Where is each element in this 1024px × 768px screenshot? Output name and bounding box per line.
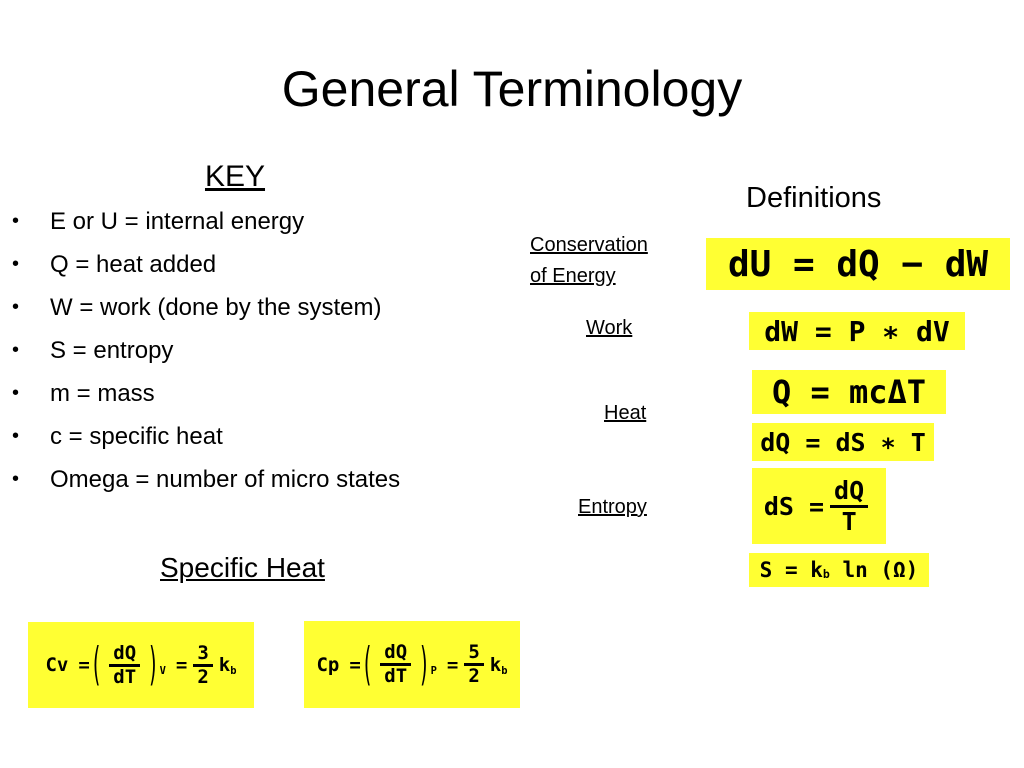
cv-fraction	[109, 643, 140, 688]
cp-k-sub: b	[501, 664, 508, 677]
key-item-text: Omega = number of micro states	[50, 466, 401, 493]
key-item-text: E or U = internal energy	[50, 208, 305, 235]
cp-fraction	[380, 642, 411, 687]
close-paren: )	[420, 638, 428, 691]
cv-formula	[28, 622, 254, 708]
label-work: Work	[586, 317, 633, 339]
open-paren: (	[363, 638, 372, 691]
cv-subscript: V	[159, 665, 166, 678]
cp-denominator: dT	[384, 665, 408, 687]
cv-denominator: dT	[113, 665, 137, 688]
key-item-text: S = entropy	[50, 337, 174, 364]
cv-coefficient	[193, 643, 212, 688]
label-heat: Heat	[604, 402, 647, 424]
definitions-heading: Definitions	[746, 182, 882, 214]
cp-eq2: =	[446, 653, 459, 676]
close-paren: )	[149, 638, 157, 692]
bullet-icon: •	[12, 468, 20, 490]
bullet-icon: •	[12, 296, 20, 318]
label-entropy: Entropy	[578, 496, 647, 518]
cp-coef-num: 5	[464, 642, 483, 666]
formula-work: dW = P ∗ dV	[749, 312, 965, 350]
key-item-text: m = mass	[50, 380, 155, 407]
bullet-icon: •	[12, 210, 20, 232]
label-conservation	[530, 230, 648, 292]
slide-title: General Terminology	[281, 61, 743, 117]
key-heading: KEY	[204, 160, 266, 193]
bullet-icon: •	[12, 425, 20, 447]
cp-eq: =	[349, 653, 361, 676]
formula-heat-q: Q = mcΔT	[752, 370, 946, 414]
formula-conservation: dU = dQ − dW	[706, 238, 1010, 290]
cp-numerator: dQ	[380, 642, 411, 666]
cv-coef-num: 3	[193, 643, 212, 667]
specific-heat-heading: Specific Heat	[160, 552, 325, 583]
cv-eq2: =	[175, 654, 188, 676]
bullet-icon: •	[12, 339, 20, 361]
cp-coefficient	[464, 642, 483, 687]
key-item-text: W = work (done by the system)	[50, 294, 382, 321]
entropy-s-rest: ln (Ω)	[829, 558, 919, 582]
label-conservation-line2: of Energy	[530, 265, 616, 287]
formula-entropy-s	[749, 553, 929, 587]
cv-k-sub: b	[230, 665, 237, 678]
key-item-text: c = specific heat	[50, 423, 223, 450]
open-paren: (	[92, 638, 101, 692]
cp-k: k	[489, 653, 502, 676]
entropy-numerator: dQ	[830, 477, 868, 508]
bullet-icon: •	[12, 382, 20, 404]
cp-subscript: P	[430, 664, 437, 677]
cp-coef-den: 2	[468, 665, 480, 687]
cv-eq: =	[78, 654, 90, 676]
cv-lhs: Cv	[45, 654, 69, 676]
entropy-fraction	[830, 477, 868, 535]
formula-entropy-ds	[752, 468, 886, 544]
formula-heat-dq: dQ = dS ∗ T	[752, 423, 934, 461]
cv-k: k	[218, 654, 231, 676]
cv-numerator: dQ	[109, 643, 140, 667]
entropy-s-sub: b	[822, 567, 830, 582]
key-item-text: Q = heat added	[50, 251, 217, 278]
cv-coef-den: 2	[197, 665, 209, 688]
entropy-s-text: S = k	[759, 558, 823, 582]
label-conservation-line1: Conservation	[530, 234, 648, 256]
cp-formula	[304, 621, 520, 708]
entropy-lhs: dS =	[763, 491, 825, 521]
bullet-icon: •	[12, 253, 20, 275]
cp-lhs: Cp	[316, 653, 340, 676]
entropy-denominator: T	[841, 506, 857, 536]
